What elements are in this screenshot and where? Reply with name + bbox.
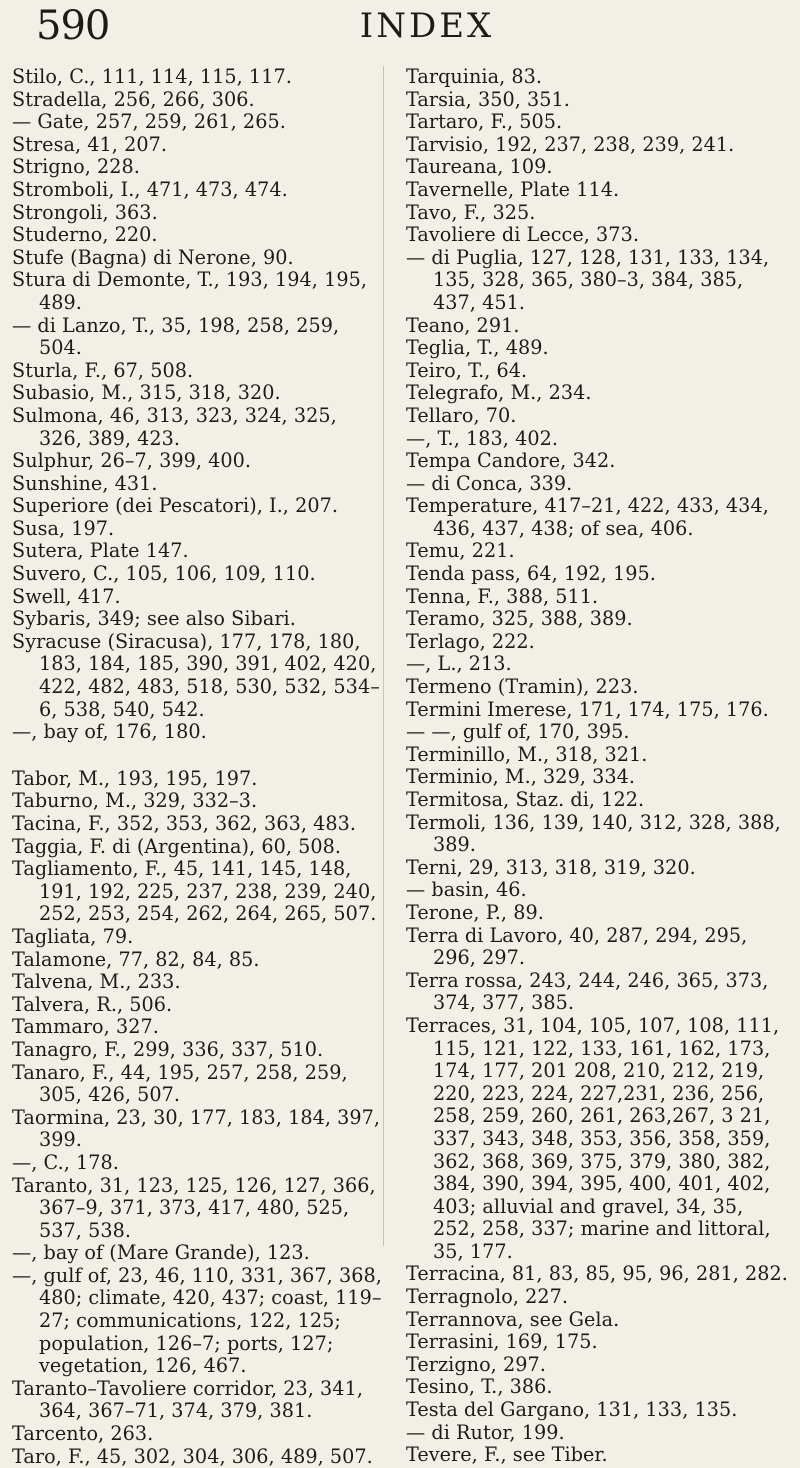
index-entry: Subasio, M., 315, 318, 320. <box>12 381 281 405</box>
index-entry: Tagliata, 79. <box>12 924 134 948</box>
index-entry: Tarvisio, 192, 237, 238, 239, 241. <box>406 132 735 156</box>
index-entry: Stresa, 41, 207. <box>12 132 168 156</box>
index-entry: Taburno, M., 329, 332–3. <box>12 789 258 813</box>
index-entry: Terni, 29, 313, 318, 319, 320. <box>406 855 696 879</box>
index-entry: —, T., 183, 402. <box>406 426 559 450</box>
index-entry: Tanaro, F., 44, 195, 257, 258, 259, 305, 426, 507. <box>12 1060 348 1107</box>
index-entry: — di Puglia, 127, 128, 131, 133, 134, 135, 328, 365, 380–3, 384, 385, 437, 451. <box>406 245 770 314</box>
index-entry: Tammaro, 327. <box>12 1015 159 1039</box>
index-entry: Taureana, 109. <box>406 155 553 179</box>
index-entry: Superiore (dei Pescatori), I., 207. <box>12 494 339 518</box>
index-entry: Taro, F., 45, 302, 304, 306, 489, 507. <box>12 1444 373 1468</box>
index-entry: Tacina, F., 352, 353, 362, 363, 483. <box>12 812 357 835</box>
index-entry: Strongoli, 363. <box>12 200 158 224</box>
index-entry: Syracuse (Siracusa), 177, 178, 180, 183, 184, 185, 390, 391, 402, 420, 422, 482, 483, 518, 530, 532, 534–6, 538, 540, 542. <box>12 629 380 721</box>
index-entry: — basin, 46. <box>406 878 527 902</box>
index-entry: Tarquinia, 83. <box>406 65 543 88</box>
index-entry: Sulphur, 26–7, 399, 400. <box>12 449 252 473</box>
index-entry: Teglia, T., 489. <box>406 336 549 360</box>
index-entry: —, bay of (Mare Grande), 123. <box>12 1241 310 1265</box>
index-entry: Terra di Lavoro, 40, 287, 294, 295, 296, 297. <box>406 923 748 970</box>
index-entry: Teiro, T., 64. <box>406 358 528 382</box>
index-entry: Sybaris, 349; see also Sibari. <box>12 607 296 631</box>
index-entry: Terone, P., 89. <box>406 900 544 924</box>
index-entry: Talvera, R., 506. <box>12 992 173 1016</box>
index-entry: —, L., 213. <box>406 652 512 676</box>
index-entry: Tenda pass, 64, 192, 195. <box>406 562 656 586</box>
index-entry: Terrannova, see Gela. <box>406 1307 620 1331</box>
index-entry: Sunshine, 431. <box>12 471 158 495</box>
index-entry: Studerno, 220. <box>12 223 158 247</box>
index-entry: Tempa Candore, 342. <box>406 449 616 473</box>
index-entry: — di Rutor, 199. <box>406 1420 565 1444</box>
index-entry: Tarsia, 350, 351. <box>406 87 570 111</box>
index-entry: Sulmona, 46, 313, 323, 324, 325, 326, 389, 423. <box>12 403 337 450</box>
index-entry: Tarcento, 263. <box>12 1422 154 1446</box>
index-entry: Taranto, 31, 123, 125, 126, 127, 366, 367–9, 371, 373, 417, 480, 525, 537, 538. <box>12 1173 376 1242</box>
index-entry: Terminio, M., 329, 334. <box>406 765 636 789</box>
right-column <box>406 66 792 1468</box>
index-entry: Temu, 221. <box>406 539 515 563</box>
index-entry: Termitosa, Staz. di, 122. <box>406 788 645 811</box>
index-entry: Swell, 417. <box>12 584 121 608</box>
index-entry: Teramo, 325, 388, 389. <box>406 607 633 631</box>
index-entry: Terminillo, M., 318, 321. <box>406 742 648 766</box>
index-entry: Tavernelle, Plate 114. <box>406 177 620 201</box>
index-entry: Termini Imerese, 171, 174, 175, 176. <box>406 697 769 721</box>
index-entry: —, gulf of, 23, 46, 110, 331, 367, 368, 480; climate, 420, 437; coast, 119–27; communications, 122, 125; population, 126–7; ports, 127; vegetation, 126, 467. <box>12 1263 382 1378</box>
index-entry: — Gate, 257, 259, 261, 265. <box>12 110 286 134</box>
index-entry: Stradella, 256, 266, 306. <box>12 87 255 111</box>
index-entry: Strigno, 228. <box>12 155 140 179</box>
index-entry: Temperature, 417–21, 422, 433, 434, 436, 437, 438; of sea, 406. <box>406 494 769 540</box>
index-entry: — di Conca, 339. <box>406 471 573 495</box>
index-entry: Terracina, 81, 83, 85, 95, 96, 281, 282. <box>406 1262 788 1286</box>
index-entry: Suvero, C., 105, 106, 109, 110. <box>12 562 316 586</box>
index-entry: Termoli, 136, 139, 140, 312, 328, 388, 389. <box>406 810 781 857</box>
index-entry: Testa del Gargano, 131, 133, 135. <box>406 1398 738 1422</box>
index-entry: Tellaro, 70. <box>406 403 517 427</box>
index-entry: Terrasini, 169, 175. <box>406 1330 598 1354</box>
index-entry: Terzigno, 297. <box>406 1352 546 1376</box>
left-column <box>12 66 384 1468</box>
index-entry: Telegrafo, M., 234. <box>406 381 592 405</box>
page-header <box>24 0 790 48</box>
index-entry: Tevere, F., see Tiber. <box>406 1443 608 1467</box>
index-entry: Tavoliere di Lecce, 373. <box>406 223 639 247</box>
page-number: 590 <box>36 3 110 49</box>
index-entry: Susa, 197. <box>12 516 115 540</box>
index-entry: Tanagro, F., 299, 336, 337, 510. <box>12 1037 324 1061</box>
index-entry: Tavo, F., 325. <box>406 200 536 224</box>
index-entry: Stura di Demonte, T., 193, 194, 195, 489. <box>12 268 367 314</box>
index-entry: Sutera, Plate 147. <box>12 539 189 563</box>
index-entry: Sturla, F., 67, 508. <box>12 358 194 382</box>
index-entry: Taggia, F. di (Argentina), 60, 508. <box>12 834 342 858</box>
index-entry: Teano, 291. <box>406 313 520 337</box>
index-entry: — di Lanzo, T., 35, 198, 258, 259, 504. <box>12 313 340 360</box>
index-entry: Stufe (Bagna) di Nerone, 90. <box>12 245 294 269</box>
index-entry: — —, gulf of, 170, 395. <box>406 720 630 744</box>
index-entry: Tagliamento, F., 45, 141, 145, 148, 191, 192, 225, 237, 238, 239, 240, 252, 253, 254, 262, 264, 265, 507. <box>12 857 377 926</box>
running-head: INDEX <box>359 6 495 46</box>
index-entry: Tesino, T., 386. <box>406 1375 553 1399</box>
index-entry: Taormina, 23, 30, 177, 183, 184, 397, 399. <box>12 1105 381 1152</box>
index-entry: Stilo, C., 111, 114, 115, 117. <box>12 65 292 88</box>
index-entry: Taranto–Tavoliere corridor, 23, 341, 364, 367–71, 374, 379, 381. <box>12 1376 363 1423</box>
index-entry: Tenna, F., 388, 511. <box>406 584 599 608</box>
index-columns <box>12 66 792 1468</box>
index-entry: —, C., 178. <box>12 1150 119 1174</box>
index-entry: Talamone, 77, 82, 84, 85. <box>12 947 260 971</box>
index-entry: Terlago, 222. <box>406 629 535 653</box>
index-entry: —, bay of, 176, 180. <box>12 720 207 744</box>
index-entry: Terra rossa, 243, 244, 246, 365, 373, 374, 377, 385. <box>406 968 769 1015</box>
index-entry: Termeno (Tramin), 223. <box>406 675 639 699</box>
index-entry: Terragnolo, 227. <box>406 1285 569 1309</box>
index-entry: Tartaro, F., 505. <box>406 110 563 134</box>
index-entry: Terraces, 31, 104, 105, 107, 108, 111, 115, 121, 122, 133, 161, 162, 173, 174, 177, 201 208, 210, 212, 219, 220, 223, 224, 227,231, 236, 256, 258, 259, 260, 261, 263,267, 3 21, 337, 343, 348, 353, 356, 358, 359, 362, 368, 369, 375, 379, 380, 382, 384, 390, 394, 395, 400, 401, 402, 403; alluvial and gravel, 34, 35, 252, 258, 337; marine and littoral, 35, 177. <box>406 1013 780 1263</box>
index-entry: Talvena, M., 233. <box>12 970 181 994</box>
letter-group-gap <box>12 744 384 768</box>
index-entry: Tabor, M., 193, 195, 197. <box>12 766 258 790</box>
index-entry: Stromboli, I., 471, 473, 474. <box>12 177 288 201</box>
